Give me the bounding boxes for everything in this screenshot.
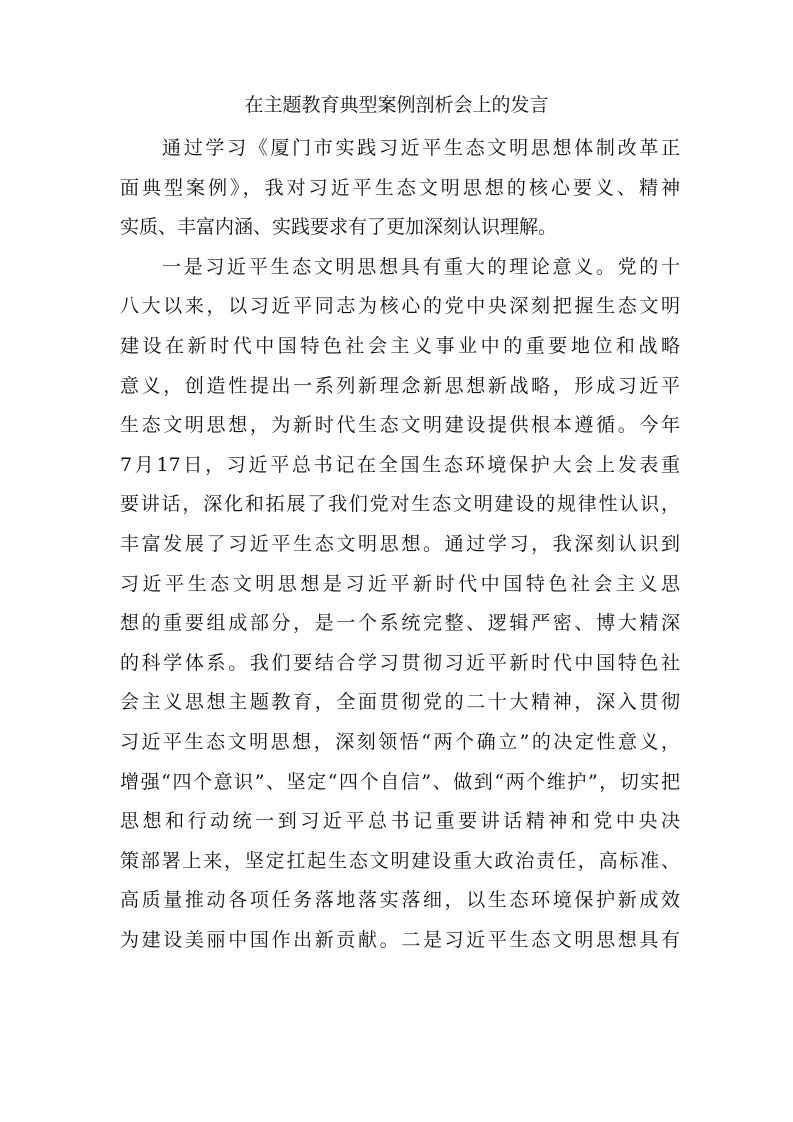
paragraph-2-line-16: 策部署上来，坚定扛起生态文明建设重大政治责任，高标准、 (120, 849, 680, 872)
paragraph-2-line-9: 习近平生态文明思想是习近平新时代中国特色社会主义思 (120, 572, 680, 595)
document-title: 在主题教育典型案例剖析会上的发言 (244, 94, 549, 116)
paragraph-2-line-13: 习近平生态文明思想，深刻领悟“两个确立”的决定性意义， (120, 730, 680, 753)
paragraph-2-line-5: 生态文明思想，为新时代生态文明建设提供根本遵循。今年 (120, 414, 680, 437)
paragraph-2-line-3: 建设在新时代中国特色社会主义事业中的重要地位和战略 (120, 334, 680, 357)
paragraph-2-line-18: 为建设美丽中国作出新贡献。二是习近平生态文明思想具有 (120, 928, 680, 951)
paragraph-1-line-1: 通过学习《厦门市实践习近平生态文明思想体制改革正 (162, 137, 680, 159)
paragraph-1-line-3: 实质、丰富内涵、实践要求有了更加深刻认识理解。 (120, 216, 558, 239)
paragraph-2-line-4: 意义，创造性提出一系列新理念新思想新战略，形成习近平 (120, 374, 680, 397)
paragraph-2-line-1: 一是习近平生态文明思想具有重大的理论意义。党的十 (162, 255, 680, 278)
paragraph-2-line-17: 高质量推动各项任务落地落实落细，以生态环境保护新成效 (120, 889, 680, 912)
document-body (120, 129, 680, 960)
paragraph-2-line-15: 思想和行动统一到习近平总书记重要讲话精神和党中央决 (120, 810, 680, 833)
paragraph-2-line-6: 7月17日，习近平总书记在全国生态环境保护大会上发表重 (120, 453, 680, 476)
paragraph-2-line-8: 丰富发展了习近平生态文明思想。通过学习，我深刻认识到 (120, 532, 680, 555)
paragraph-2-line-7: 要讲话，深化和拓展了我们党对生态文明建设的规律性认识， (120, 493, 680, 516)
paragraph-2-line-2: 八大以来，以习近平同志为核心的党中央深刻把握生态文明 (120, 295, 680, 318)
paragraph-2-line-14: 增强“四个意识”、坚定“四个自信”、做到“两个维护”，切实把 (120, 770, 680, 793)
paragraph-1-line-2: 面典型案例》，我对习近平生态文明思想的核心要义、精神 (120, 176, 680, 199)
paragraph-2-line-12: 会主义思想主题教育，全面贯彻党的二十大精神，深入贯彻 (120, 691, 680, 714)
paragraph-2-line-10: 想的重要组成部分，是一个系统完整、逻辑严密、博大精深 (120, 612, 680, 635)
paragraph-2-line-11: 的科学体系。我们要结合学习贯彻习近平新时代中国特色社 (120, 651, 680, 674)
